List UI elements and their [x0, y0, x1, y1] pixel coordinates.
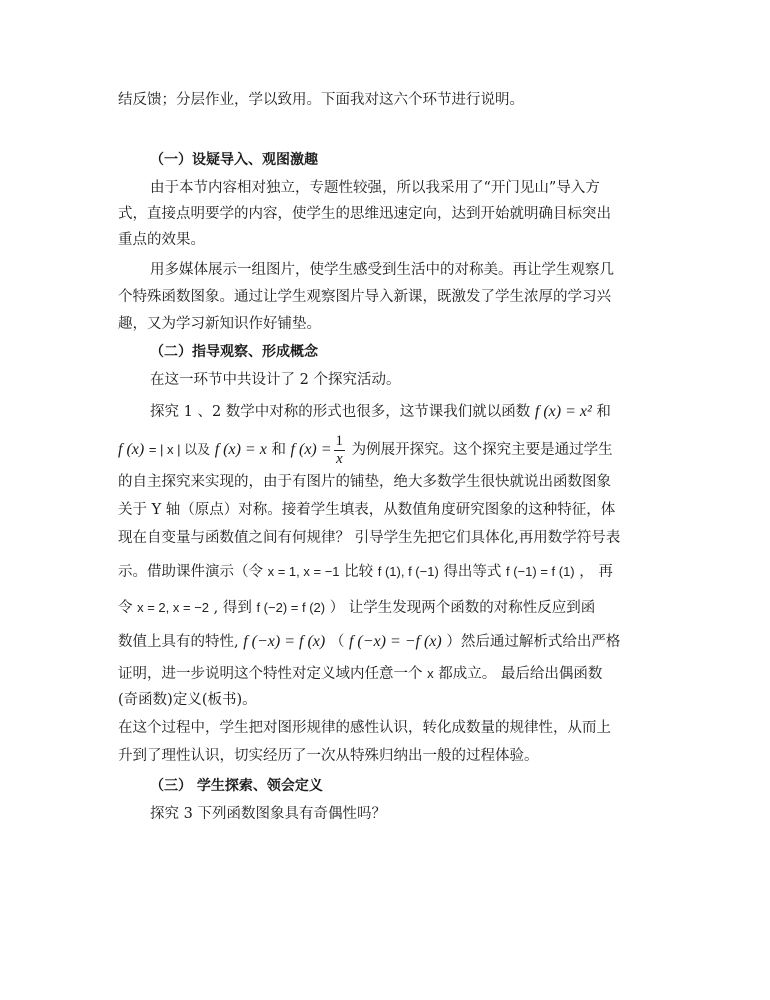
text-run: （	[329, 634, 345, 650]
paragraph-line: 探究 3 下列函数图象具有奇偶性吗？	[150, 806, 386, 822]
formula-equality: f (−1) = f (1)	[506, 564, 575, 579]
paragraph-line	[118, 664, 602, 684]
section-heading-2: （二）指导观察、形成概念	[150, 344, 318, 360]
formula-f-values: f (1), f (−1)	[377, 564, 439, 579]
text-run: 比较	[344, 564, 374, 580]
text-run: = | x | 以及	[148, 442, 211, 457]
formula-fx: f (x)	[118, 441, 145, 458]
paragraph-line: 结反馈；分层作业，学以致用。下面我对这六个环节进行说明。	[118, 92, 524, 108]
formula-fx-reciprocal: f (x) =	[290, 441, 332, 458]
text-run: 得出等式	[443, 564, 502, 580]
text-run: ， 再	[579, 564, 613, 580]
section-heading-1: （一）设疑导入、观图激趣	[150, 152, 318, 168]
text-run: 都成立。 最后给出偶函数	[438, 666, 603, 682]
paragraph-line: 式，直接点明要学的内容，使学生的思维迅速定向，达到开始就明确目标突出	[118, 206, 611, 222]
formula-x: x	[427, 666, 434, 681]
formula-x-values-2: x = 2, x = −2	[137, 600, 210, 615]
text-run: 为例展开探究。这个探究主要是通过学生	[351, 442, 613, 458]
text-run: 示。借助课件演示（令	[118, 564, 263, 580]
paragraph-line: 趣，又为学习新知识作好铺垫。	[118, 316, 321, 332]
paragraph-line: 在这个过程中，学生把对图形规律的感性认识，转化成数量的规律性，从而上	[118, 720, 611, 736]
formula-equality-2: f (−2) = f (2)	[256, 600, 326, 615]
paragraph-line	[150, 402, 611, 422]
paragraph-line: 的自主探究来实现的，由于有图片的铺垫，绝大多数学生很快就说出函数图象	[118, 474, 611, 490]
text-run: 探究 1 、2 数学中对称的形式也很多，这节课我们就以函数	[150, 404, 531, 420]
paragraph-line: 关于 Y 轴（原点）对称。接着学生填表，从数值角度研究图象的这种特征，体	[118, 502, 616, 518]
fraction-denominator: x	[335, 450, 343, 467]
formula-odd-property: f (−x) = −f (x)	[348, 633, 442, 650]
paragraph-line	[118, 598, 595, 618]
text-run: 和	[271, 442, 286, 458]
fraction-numerator: 1	[335, 432, 344, 449]
section-heading-3: （三） 学生探索、领会定义	[150, 778, 323, 794]
paragraph-line: (奇函数)定义(板书)。	[118, 692, 257, 708]
paragraph-line	[118, 432, 613, 468]
paragraph-line: 个特殊函数图象。通过让学生观察图片导入新课，既激发了学生浓厚的学习兴	[118, 289, 611, 305]
formula-x-squared: f (x) = x²	[534, 403, 592, 420]
paragraph-line: 升到了理性认识，切实经历了一次从特殊归纳出一般的过程体验。	[118, 748, 539, 764]
text-run: 证明，进一步说明这个特性对定义域内任意一个	[118, 666, 423, 682]
paragraph-line: 在这一环节中共设计了 2 个探究活动。	[150, 372, 401, 388]
text-run: 令	[118, 600, 133, 616]
formula-even-property: f (−x) = f (x)	[243, 633, 326, 650]
paragraph-line: 由于本节内容相对独立，专题性较强，所以我采用了“开门见山”导入方	[150, 180, 600, 196]
formula-x-values: x = 1, x = −1	[267, 564, 340, 579]
paragraph-line: 现在自变量与函数值之间有何规律？ 引导学生先把它们具体化,再用数学符号表	[118, 530, 621, 546]
paragraph-line	[118, 632, 620, 652]
paragraph-line: 重点的效果。	[118, 232, 205, 248]
text-run: 数值上具有的特性,	[118, 634, 239, 650]
text-run: ） 让学生发现两个函数的对称性反应到函	[329, 600, 596, 616]
formula-fx-equals-x: f (x) = x	[214, 441, 267, 458]
text-run: ）然后通过解析式给出严格	[446, 634, 621, 650]
paragraph-line	[118, 562, 613, 582]
paragraph-line: 用多媒体展示一组图片，使学生感受到生活中的对称美。再让学生观察几	[150, 262, 614, 278]
fraction-one-over-x	[334, 433, 346, 468]
text-run: , 得到	[213, 600, 252, 616]
text-run: 和	[596, 404, 611, 420]
